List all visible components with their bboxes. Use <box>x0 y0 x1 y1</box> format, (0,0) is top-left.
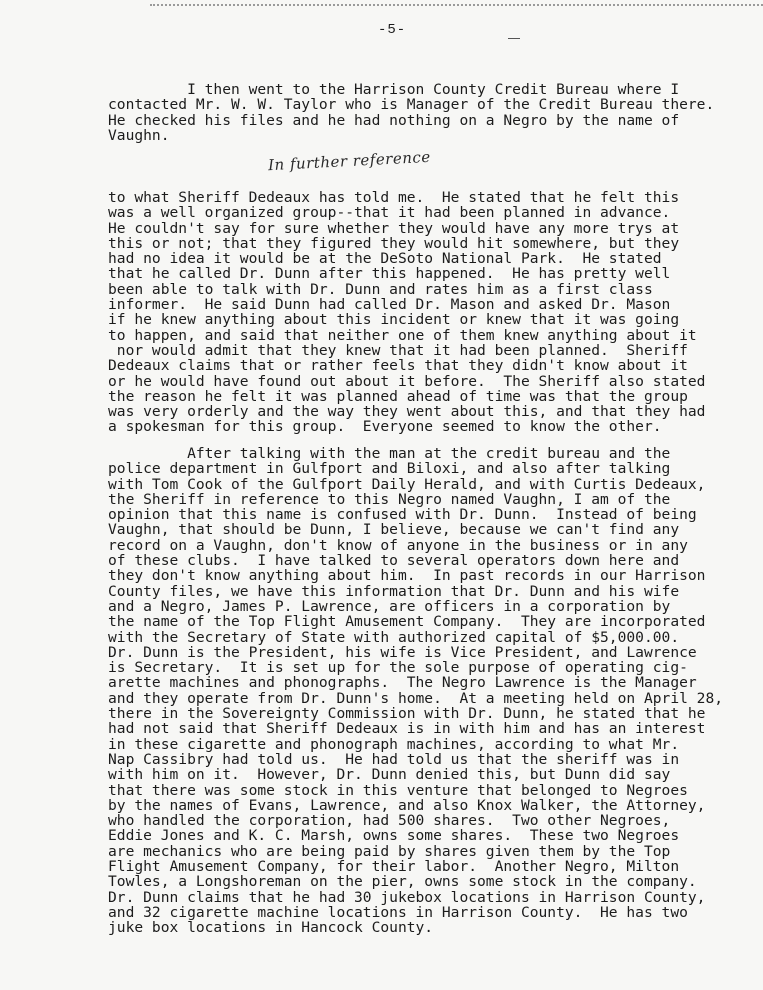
text-line: Eddie Jones and K. C. Marsh, owns some shares. These two Negroes <box>108 827 680 845</box>
text-line: He checked his files and he had nothing on a Negro by the name of <box>108 111 680 129</box>
text-line: is Secretary. It is set up for the sole purpose of operating cig- <box>108 659 688 677</box>
text-line: Towles, a Longshoreman on the pier, owns some stock in the company. <box>108 873 697 891</box>
paragraph-credit-bureau <box>108 82 714 143</box>
text-line: who handled the corporation, had 500 shares. Two other Negroes, <box>108 812 671 830</box>
text-line: and they operate from Dr. Dunn's home. At a meeting held on April 28, <box>108 689 724 707</box>
text-line: contacted Mr. W. W. Taylor who is Manager of the Credit Bureau there. <box>108 96 715 114</box>
text-line: in these cigarette and phonograph machines, according to what Mr. <box>108 735 680 753</box>
text-line: they don't know anything about him. In past records in our Harrison <box>108 567 706 585</box>
text-line: with Tom Cook of the Gulfport Daily Herald, and with Curtis Dedeaux, <box>108 475 706 493</box>
text-line: Flight Amusement Company, for their labor. Another Negro, Milton <box>108 858 680 876</box>
top-edge-dots <box>150 4 763 6</box>
text-line: that there was some stock in this venture that belonged to Negroes <box>108 781 688 799</box>
text-line: with him on it. However, Dr. Dunn denied this, but Dunn did say <box>108 766 671 784</box>
text-line: to what Sheriff Dedeaux has told me. He stated that he felt this <box>108 189 680 206</box>
text-line: record on a Vaughn, don't know of anyone in the business or in any <box>108 536 688 554</box>
text-line: was very orderly and the way they went about this, and that they had <box>108 403 706 421</box>
stray-pen-mark <box>508 38 520 39</box>
page-number: -5- <box>378 22 407 38</box>
handwritten-annotation: In further reference <box>267 147 432 175</box>
text-line: the Sheriff in reference to this Negro named Vaughn, I am of the <box>108 490 671 508</box>
text-line: had not said that Sheriff Dedeaux is in with him and has an interest <box>108 720 706 738</box>
text-line: Dedeaux claims that or rather feels that they didn't know about it <box>108 357 688 375</box>
text-line: by the names of Evans, Lawrence, and also Knox Walker, the Attorney, <box>108 796 706 814</box>
text-line: the name of the Top Flight Amusement Company. They are incorporated <box>108 613 706 631</box>
text-line: of these clubs. I have talked to several operators down here and <box>108 552 680 570</box>
text-line: or he would have found out about it before. The Sheriff also stated <box>108 372 706 390</box>
text-line: police department in Gulfport and Biloxi, and also after talking <box>108 460 671 478</box>
text-line: informer. He said Dunn had called Dr. Mason and asked Dr. Mason <box>108 296 671 314</box>
text-line: Nap Cassibry had told us. He had told us that the sheriff was in <box>108 750 680 768</box>
text-line: if he knew anything about this incident or knew that it was going <box>108 311 680 329</box>
paragraph-opinion-dunn <box>108 446 723 936</box>
text-line: are mechanics who are being paid by shares given them by the Top <box>108 842 671 860</box>
text-line: Vaughn. <box>108 126 170 144</box>
text-line: County files, we have this information that Dr. Dunn and his wife <box>108 582 680 600</box>
text-line: Dr. Dunn is the President, his wife is Vice President, and Lawrence <box>108 643 697 661</box>
paragraph-sheriff-statement <box>108 190 705 435</box>
text-line: the reason he felt it was planned ahead of time was that the group <box>108 387 688 405</box>
text-line: had no idea it would be at the DeSoto National Park. He stated <box>108 250 662 268</box>
text-line: nor would admit that they knew that it had been planned. Sheriff <box>108 341 688 359</box>
text-line: opinion that this name is confused with Dr. Dunn. Instead of being <box>108 506 697 524</box>
text-line: and 32 cigarette machine locations in Harrison County. He has two <box>108 903 688 921</box>
text-line: He couldn't say for sure whether they would have any more trys at <box>108 219 680 237</box>
text-line: been able to talk with Dr. Dunn and rates him as a first class <box>108 280 653 298</box>
text-line: was a well organized group--that it had been planned in advance. <box>108 204 671 222</box>
text-line: that he called Dr. Dunn after this happened. He has pretty well <box>108 265 671 283</box>
text-line: I then went to the Harrison County Credit Bureau where I <box>108 81 680 98</box>
text-line: After talking with the man at the credit bureau and the <box>108 445 671 462</box>
text-line: with the Secretary of State with authorized capital of $5,000.00. <box>108 628 680 646</box>
text-line: this or not; that they figured they would hit somewhere, but they <box>108 234 680 252</box>
text-line: Vaughn, that should be Dunn, I believe, because we can't find any <box>108 521 680 539</box>
text-line: juke box locations in Hancock County. <box>108 919 434 937</box>
text-line: a spokesman for this group. Everyone seemed to know the other. <box>108 418 662 436</box>
text-line: and a Negro, James P. Lawrence, are officers in a corporation by <box>108 597 671 615</box>
text-line: there in the Sovereignty Commission with Dr. Dunn, he stated that he <box>108 705 706 723</box>
text-line: Dr. Dunn claims that he had 30 jukebox locations in Harrison County, <box>108 888 706 906</box>
text-line: to happen, and said that neither one of them knew anything about it <box>108 326 697 344</box>
text-line: arette machines and phonographs. The Negro Lawrence is the Manager <box>108 674 697 692</box>
